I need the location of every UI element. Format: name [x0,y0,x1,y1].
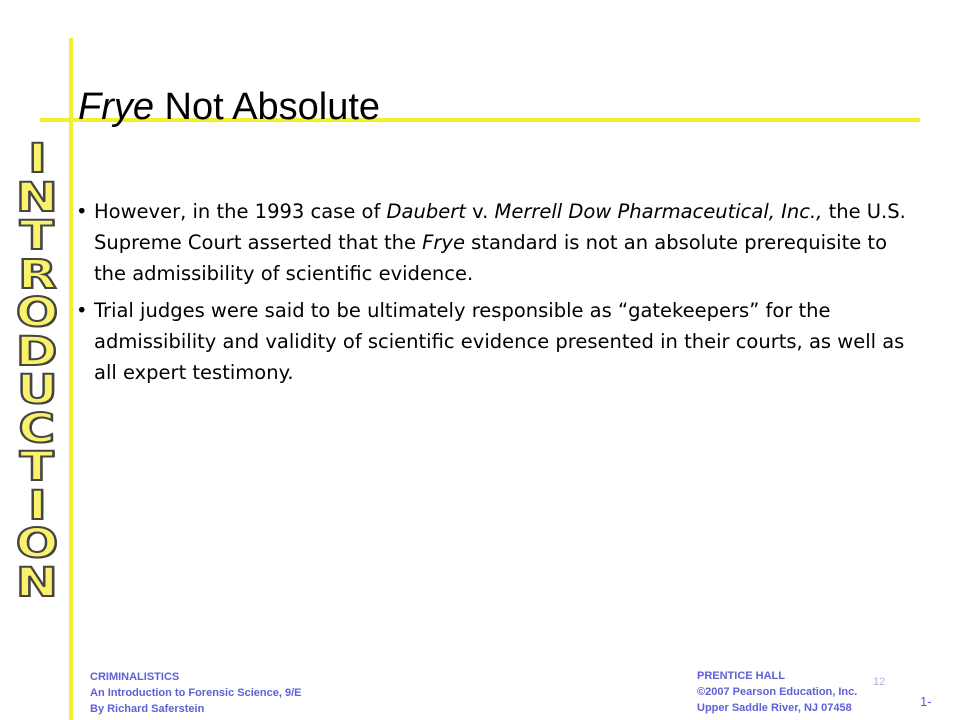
slide-number: 12 [873,676,886,688]
bullet-text: However, in the 1993 case of [94,200,387,223]
bullet-text: standard is not an absolute prerequisite to the admissibility of scientific evidence. [94,231,887,285]
footer-book-line: CRIMINALISTICS [90,671,180,683]
side-word-letter: O [15,290,59,336]
footer-book-line: By Richard Saferstein [90,703,205,715]
footer-publisher-line: ©2007 Pearson Education, Inc. [697,686,858,698]
slide-title-italic: Frye [78,86,154,128]
introduction-vertical-word [4,136,70,606]
footer-book-info [90,669,301,717]
side-word-letter: N [16,559,58,606]
bullet-text-italic: Frye [422,231,465,254]
slide-title [78,83,380,131]
bullet-text: v. [465,200,495,223]
footer-book-line: An Introduction to Forensic Science, 9/E [90,687,302,699]
side-word-letter: N [16,174,58,221]
side-word-letter: I [27,136,47,182]
side-word-letter: U [16,367,58,413]
side-word-letter: I [27,482,47,529]
bullet-dot-icon: • [76,200,88,223]
footer-publisher-line: Upper Saddle River, NJ 07458 [697,702,852,714]
bullet-text: Trial judges were said to be ultimately responsible as “gatekeepers” for the admissibility and validity of scientific evidence presented in their courts, as well as all expert testimony. [94,299,905,384]
side-word-letter: R [17,251,57,298]
bullet-text-italic: Merrell Dow Pharmaceutical, Inc., [494,200,823,223]
bullet-text: the U.S. Supreme Court asserted that the [94,200,906,254]
bullet-item [76,196,906,289]
side-word-letter: D [16,328,58,375]
footer-publisher-info [697,668,857,716]
slide-title-rest: Not Absolute [154,86,381,128]
side-word-letter: C [18,405,56,452]
bullet-dot-icon: • [76,299,88,322]
side-word-letter: T [19,444,55,490]
bullet-item [76,295,906,388]
page-label: 1- [920,694,932,709]
footer-publisher-line: PRENTICE HALL [697,670,785,682]
bullet-list [76,196,906,394]
side-word-letter: T [19,213,55,259]
side-word-letter: O [15,521,59,567]
bullet-text-italic: Daubert [386,200,466,223]
